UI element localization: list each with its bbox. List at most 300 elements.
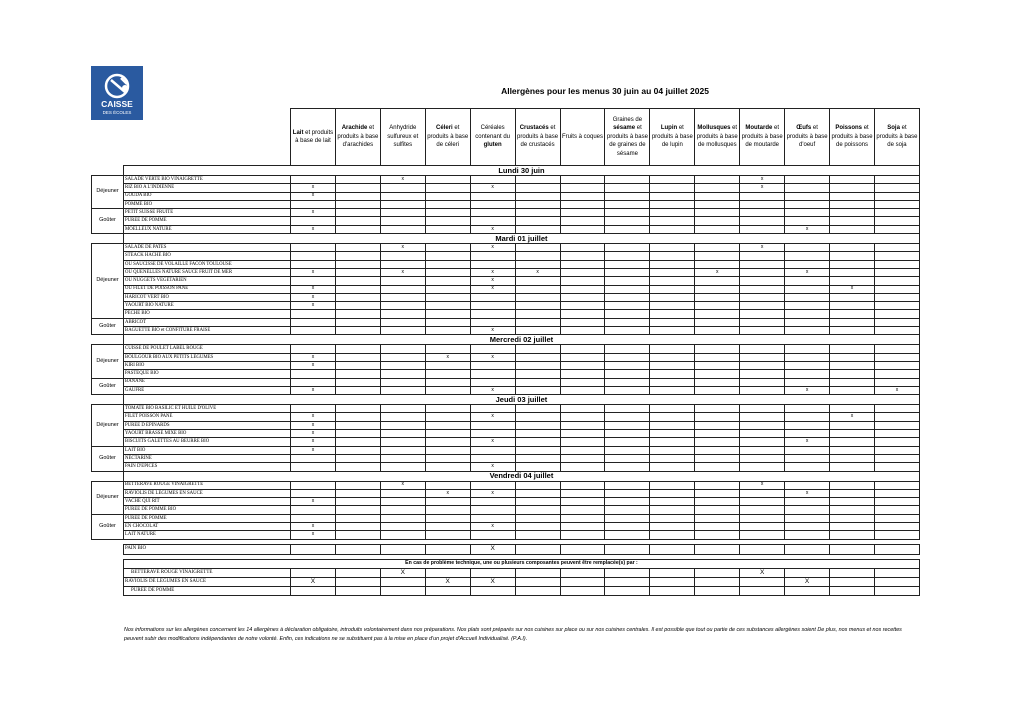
allergen-cell: x xyxy=(425,353,470,361)
allergen-cell xyxy=(695,568,740,577)
allergen-cell xyxy=(335,268,380,276)
allergen-cell: X xyxy=(785,577,830,586)
allergen-cell xyxy=(425,386,470,394)
allergen-cell xyxy=(874,413,919,421)
allergen-cell xyxy=(605,217,650,225)
allergen-cell xyxy=(785,192,830,200)
allergen-cell xyxy=(605,268,650,276)
allergen-cell xyxy=(335,302,380,310)
allergen-cell xyxy=(874,498,919,506)
table-row xyxy=(92,421,920,429)
allergen-cell xyxy=(335,370,380,378)
dish-name: GAUFRE xyxy=(124,386,291,394)
allergen-cell xyxy=(335,225,380,233)
allergen-cell xyxy=(605,370,650,378)
allergen-cell xyxy=(830,225,875,233)
allergen-column-header: Anhydride sulfureux et sulfites xyxy=(380,109,425,166)
allergen-cell xyxy=(785,176,830,184)
allergen-cell: x xyxy=(291,413,336,421)
dish-name: BANANE xyxy=(124,378,291,386)
allergen-cell xyxy=(874,310,919,318)
table-row xyxy=(92,310,920,318)
dish-name: SALADE DE PATES xyxy=(124,244,291,252)
allergen-cell xyxy=(515,277,560,285)
allergen-cell xyxy=(515,430,560,438)
allergen-cell xyxy=(380,318,425,326)
allergen-cell xyxy=(335,481,380,489)
allergen-cell xyxy=(470,361,515,369)
allergen-cell xyxy=(650,209,695,217)
day-row-spacer xyxy=(92,335,124,345)
allergen-cell xyxy=(291,489,336,497)
allergen-cell xyxy=(380,192,425,200)
allergen-cell xyxy=(785,302,830,310)
allergen-cell: X xyxy=(740,568,785,577)
allergen-cell xyxy=(335,361,380,369)
allergen-cell: X xyxy=(470,544,515,554)
allergen-cell xyxy=(785,531,830,539)
allergen-cell xyxy=(740,413,785,421)
allergen-cell xyxy=(785,184,830,192)
allergen-cell: X xyxy=(425,577,470,586)
allergen-cell xyxy=(785,244,830,252)
allergen-cell xyxy=(560,405,605,413)
allergen-cell: x xyxy=(470,327,515,335)
dish-name: STEACK HACHE BIO xyxy=(124,252,291,260)
allergen-cell xyxy=(695,327,740,335)
allergen-cell xyxy=(515,506,560,514)
allergen-cell xyxy=(335,353,380,361)
allergen-cell xyxy=(560,386,605,394)
allergen-cell xyxy=(695,386,740,394)
day-row-spacer xyxy=(92,166,124,176)
allergen-cell xyxy=(335,421,380,429)
dish-name: OU FILET DE POISSON PANE xyxy=(124,285,291,293)
dish-name: BETTERAVE ROUGE VINAIGRETTE xyxy=(124,481,291,489)
allergen-cell xyxy=(335,192,380,200)
table-row xyxy=(92,463,920,471)
page-title: Allergènes pour les menus 30 juin au 04 juillet 2025 xyxy=(501,86,709,96)
allergen-cell xyxy=(695,544,740,554)
allergen-cell xyxy=(785,285,830,293)
allergen-cell xyxy=(785,568,830,577)
allergen-cell xyxy=(605,345,650,353)
allergen-cell xyxy=(605,454,650,462)
allergen-cell xyxy=(560,260,605,268)
allergen-cell: x xyxy=(470,438,515,446)
allergen-column-header: Moutarde et produits à base de moutarde xyxy=(740,109,785,166)
allergen-cell xyxy=(740,438,785,446)
allergen-cell xyxy=(785,327,830,335)
allergen-cell xyxy=(830,353,875,361)
allergen-cell xyxy=(874,209,919,217)
allergen-cell xyxy=(874,463,919,471)
allergen-cell xyxy=(785,378,830,386)
table-row xyxy=(92,438,920,446)
day-heading: Jeudi 03 juillet xyxy=(124,395,920,405)
table-row xyxy=(92,506,920,514)
allergen-cell xyxy=(874,285,919,293)
allergen-cell xyxy=(560,481,605,489)
allergen-cell xyxy=(695,184,740,192)
allergen-cell xyxy=(605,192,650,200)
allergen-cell xyxy=(605,514,650,522)
allergen-cell: x xyxy=(470,413,515,421)
allergen-cell xyxy=(830,200,875,208)
allergen-cell xyxy=(695,463,740,471)
allergen-cell xyxy=(740,544,785,554)
meal-label: Goûter xyxy=(92,446,124,471)
allergen-cell xyxy=(830,370,875,378)
allergen-cell xyxy=(335,318,380,326)
table-row xyxy=(92,252,920,260)
allergen-cell xyxy=(695,514,740,522)
allergen-cell: x xyxy=(740,184,785,192)
allergen-cell xyxy=(425,463,470,471)
allergen-cell: x xyxy=(291,522,336,530)
allergen-cell xyxy=(650,421,695,429)
allergen-cell xyxy=(470,260,515,268)
allergen-cell xyxy=(830,531,875,539)
allergen-cell xyxy=(874,577,919,586)
allergen-cell xyxy=(785,310,830,318)
allergen-cell xyxy=(515,386,560,394)
allergen-cell xyxy=(425,285,470,293)
allergen-cell xyxy=(740,293,785,301)
allergen-cell xyxy=(830,421,875,429)
day-row-spacer xyxy=(92,234,124,244)
allergen-cell xyxy=(425,413,470,421)
allergen-cell xyxy=(515,489,560,497)
allergen-cell xyxy=(650,544,695,554)
allergen-cell xyxy=(650,568,695,577)
table-row xyxy=(92,430,920,438)
allergen-cell xyxy=(335,386,380,394)
allergen-cell xyxy=(515,293,560,301)
allergen-cell xyxy=(425,544,470,554)
meal-label: Déjeuner xyxy=(92,481,124,514)
logo-text-top: CAISSE xyxy=(101,99,133,109)
allergen-cell xyxy=(740,285,785,293)
allergen-cell xyxy=(515,446,560,454)
allergen-cell xyxy=(785,498,830,506)
allergen-cell xyxy=(470,405,515,413)
allergen-cell xyxy=(380,430,425,438)
allergen-cell xyxy=(425,184,470,192)
allergen-cell xyxy=(695,302,740,310)
allergen-cell xyxy=(515,184,560,192)
dish-name: PUREE DE POMME xyxy=(124,514,291,522)
allergen-cell xyxy=(695,200,740,208)
allergen-cell xyxy=(695,430,740,438)
allergen-cell xyxy=(605,531,650,539)
allergen-cell xyxy=(425,506,470,514)
allergen-cell xyxy=(785,421,830,429)
allergen-cell xyxy=(515,285,560,293)
allergen-cell xyxy=(470,514,515,522)
allergen-cell xyxy=(335,586,380,595)
allergen-cell xyxy=(291,318,336,326)
allergen-cell xyxy=(830,577,875,586)
allergen-cell xyxy=(470,421,515,429)
allergen-cell xyxy=(560,217,605,225)
allergen-cell xyxy=(291,568,336,577)
dish-name: YAOURT BRASSE MIXE BIO xyxy=(124,430,291,438)
allergen-cell xyxy=(695,438,740,446)
allergen-cell: x xyxy=(470,489,515,497)
allergen-cell xyxy=(425,438,470,446)
allergen-cell xyxy=(335,260,380,268)
allergen-cell: x xyxy=(470,244,515,252)
allergen-cell xyxy=(650,217,695,225)
allergen-cell xyxy=(335,506,380,514)
allergen-cell xyxy=(560,514,605,522)
allergen-cell xyxy=(335,378,380,386)
dish-name: PETIT SUISSE FRUITE xyxy=(124,209,291,217)
table-row xyxy=(92,568,920,577)
allergen-column-header: Œufs et produits à base d'oeuf xyxy=(785,109,830,166)
allergen-cell xyxy=(515,514,560,522)
allergen-cell xyxy=(425,345,470,353)
allergen-cell xyxy=(695,192,740,200)
substitute-spacer xyxy=(92,568,124,577)
allergen-cell xyxy=(560,209,605,217)
allergen-cell xyxy=(740,353,785,361)
allergen-cell xyxy=(695,586,740,595)
allergen-cell xyxy=(515,209,560,217)
allergen-cell: x xyxy=(291,421,336,429)
allergen-cell: x xyxy=(740,176,785,184)
allergen-cell: X xyxy=(291,577,336,586)
allergen-cell xyxy=(470,481,515,489)
allergen-cell xyxy=(380,225,425,233)
allergen-cell xyxy=(830,268,875,276)
allergen-cell xyxy=(874,421,919,429)
allergen-cell xyxy=(425,498,470,506)
allergen-column-header: Mollusques et produits à base de mollusques xyxy=(695,109,740,166)
allergen-cell xyxy=(425,277,470,285)
allergen-cell xyxy=(650,302,695,310)
allergen-cell xyxy=(380,577,425,586)
allergen-cell xyxy=(650,586,695,595)
allergen-cell xyxy=(874,345,919,353)
day-row-spacer xyxy=(92,395,124,405)
allergen-cell xyxy=(560,327,605,335)
allergen-cell xyxy=(740,277,785,285)
allergen-cell xyxy=(380,386,425,394)
allergen-cell xyxy=(425,378,470,386)
allergen-cell xyxy=(785,353,830,361)
allergen-cell xyxy=(560,568,605,577)
allergen-cell xyxy=(425,327,470,335)
allergen-cell xyxy=(830,386,875,394)
allergen-cell xyxy=(650,285,695,293)
allergen-cell xyxy=(560,285,605,293)
allergen-cell xyxy=(695,345,740,353)
allergen-table xyxy=(91,108,920,596)
allergen-cell xyxy=(740,522,785,530)
allergen-cell xyxy=(380,498,425,506)
allergen-cell xyxy=(515,318,560,326)
allergen-cell xyxy=(740,531,785,539)
allergen-cell xyxy=(560,302,605,310)
allergen-column-header: Crustacés et produits à base de crustacés xyxy=(515,109,560,166)
allergen-cell xyxy=(785,586,830,595)
allergen-cell xyxy=(515,463,560,471)
allergen-cell: x xyxy=(291,209,336,217)
table-row xyxy=(92,277,920,285)
allergen-cell xyxy=(650,184,695,192)
allergen-cell xyxy=(874,378,919,386)
allergen-cell xyxy=(650,176,695,184)
allergen-cell xyxy=(425,454,470,462)
table-row xyxy=(92,577,920,586)
allergen-cell xyxy=(380,489,425,497)
table-row xyxy=(92,405,920,413)
allergen-cell xyxy=(515,252,560,260)
allergen-cell xyxy=(335,184,380,192)
day-row xyxy=(92,471,920,481)
allergen-cell xyxy=(380,405,425,413)
allergen-cell xyxy=(650,252,695,260)
allergen-cell xyxy=(740,217,785,225)
allergen-cell xyxy=(650,200,695,208)
allergen-cell xyxy=(650,327,695,335)
allergen-cell: x xyxy=(470,463,515,471)
dish-name: LAIT NATURE xyxy=(124,531,291,539)
allergen-cell xyxy=(830,361,875,369)
allergen-cell xyxy=(740,192,785,200)
dish-name: PUREE DE POMME BIO xyxy=(124,506,291,514)
allergen-cell: x xyxy=(740,244,785,252)
dish-name: LAIT BIO xyxy=(124,446,291,454)
allergen-cell xyxy=(291,327,336,335)
allergen-cell xyxy=(380,252,425,260)
allergen-cell xyxy=(695,481,740,489)
allergen-cell xyxy=(785,277,830,285)
allergen-cell: x xyxy=(291,268,336,276)
allergen-column-header: Graines de sésame et produits à base de graines de sésame xyxy=(605,109,650,166)
allergen-cell: x xyxy=(291,386,336,394)
table-row xyxy=(92,378,920,386)
allergen-cell xyxy=(650,192,695,200)
allergen-cell xyxy=(515,244,560,252)
allergen-cell xyxy=(380,531,425,539)
allergen-cell xyxy=(874,277,919,285)
allergen-cell xyxy=(335,293,380,301)
table-row xyxy=(92,522,920,530)
allergen-cell xyxy=(740,446,785,454)
allergen-cell xyxy=(425,310,470,318)
allergen-cell xyxy=(695,285,740,293)
allergen-cell xyxy=(470,200,515,208)
allergen-cell xyxy=(695,310,740,318)
allergen-cell xyxy=(874,192,919,200)
allergen-cell xyxy=(291,378,336,386)
allergen-cell xyxy=(515,405,560,413)
dish-name: MOELLEUX NATURE xyxy=(124,225,291,233)
allergen-cell xyxy=(830,586,875,595)
allergen-cell xyxy=(650,277,695,285)
allergen-cell xyxy=(335,446,380,454)
allergen-cell xyxy=(560,438,605,446)
allergen-cell xyxy=(470,176,515,184)
allergen-cell xyxy=(380,370,425,378)
allergen-cell xyxy=(515,361,560,369)
allergen-cell: x xyxy=(785,438,830,446)
allergen-cell xyxy=(650,463,695,471)
allergen-cell xyxy=(830,489,875,497)
dish-name: RAVIOLIS DE LEGUMES EN SAUCE xyxy=(124,577,291,586)
allergen-cell xyxy=(830,318,875,326)
allergen-cell xyxy=(650,498,695,506)
table-row xyxy=(92,544,920,554)
allergen-column-header: Lupin et produits à base de lupin xyxy=(650,109,695,166)
allergen-cell xyxy=(740,405,785,413)
allergen-cell xyxy=(291,586,336,595)
allergen-cell xyxy=(335,489,380,497)
allergen-cell xyxy=(830,438,875,446)
allergen-cell xyxy=(874,405,919,413)
allergen-cell xyxy=(560,489,605,497)
allergen-cell: x xyxy=(291,225,336,233)
meal-label: Goûter xyxy=(92,209,124,234)
allergen-cell xyxy=(560,421,605,429)
allergen-cell xyxy=(740,302,785,310)
allergen-cell xyxy=(874,225,919,233)
allergen-cell: x xyxy=(470,184,515,192)
dish-name: SALADE VERTE BIO VINAIGRETTE xyxy=(124,176,291,184)
allergen-cell xyxy=(874,531,919,539)
allergen-cell xyxy=(425,200,470,208)
allergen-cell xyxy=(425,176,470,184)
allergen-cell: x xyxy=(874,386,919,394)
dish-name: OU SAUCISSE DE VOLAILLE FACON TOULOUSE xyxy=(124,260,291,268)
allergen-cell xyxy=(560,176,605,184)
allergen-cell: x xyxy=(291,531,336,539)
allergen-cell xyxy=(740,318,785,326)
allergen-cell xyxy=(560,277,605,285)
dish-name: CUISSE DE POULET LABEL ROUGE xyxy=(124,345,291,353)
allergen-cell: x xyxy=(291,361,336,369)
table-row xyxy=(92,293,920,301)
allergen-cell xyxy=(740,577,785,586)
allergen-cell xyxy=(605,244,650,252)
allergen-cell xyxy=(830,277,875,285)
allergen-cell xyxy=(380,200,425,208)
allergen-cell xyxy=(425,318,470,326)
allergen-cell xyxy=(650,577,695,586)
allergen-cell xyxy=(605,353,650,361)
allergen-cell xyxy=(785,514,830,522)
allergen-cell xyxy=(830,302,875,310)
allergen-cell: x xyxy=(470,268,515,276)
allergen-cell xyxy=(695,489,740,497)
allergen-cell xyxy=(785,544,830,554)
allergen-cell xyxy=(695,378,740,386)
allergen-cell xyxy=(830,463,875,471)
allergen-cell xyxy=(560,378,605,386)
allergen-cell xyxy=(830,244,875,252)
dish-name: VACHE QUI RIT xyxy=(124,498,291,506)
allergen-cell xyxy=(605,209,650,217)
allergen-cell xyxy=(650,489,695,497)
table-row xyxy=(92,345,920,353)
allergen-cell: x xyxy=(785,489,830,497)
allergen-cell: x xyxy=(785,386,830,394)
allergen-cell: x xyxy=(470,277,515,285)
allergen-cell xyxy=(740,252,785,260)
